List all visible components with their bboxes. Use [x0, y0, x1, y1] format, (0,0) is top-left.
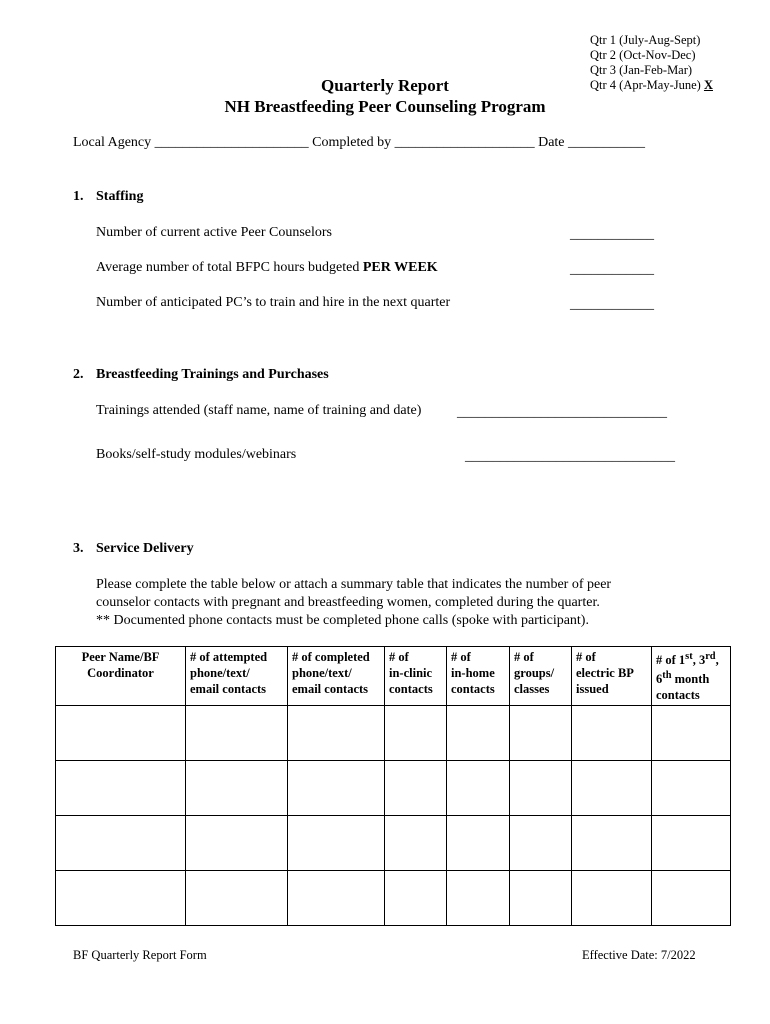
table-cell[interactable]	[385, 706, 447, 761]
table-cell[interactable]	[186, 706, 288, 761]
table-cell[interactable]	[572, 871, 652, 926]
col-in-home-header: # of in-home contacts	[447, 647, 510, 706]
col-month-contacts-header: # of 1st, 3rd, 6th month contacts	[652, 647, 731, 706]
local-agency-field[interactable]: ______________________	[154, 135, 309, 150]
anticipated-pc-label: Number of anticipated PC’s to train and hire in the next quarter	[96, 295, 451, 310]
footer-effective-date: Effective Date: 7/2022	[582, 948, 696, 962]
section-1-heading	[73, 189, 143, 205]
section-3-number: 3.	[73, 541, 84, 556]
col-attempted-contacts-header: # of attempted phone/text/ email contacts	[186, 647, 288, 706]
table-row	[56, 816, 731, 871]
section-1-title: Staffing	[96, 189, 144, 204]
page-subtitle: NH Breastfeeding Peer Counseling Program	[224, 97, 546, 116]
col-groups-header: # of groups/ classes	[510, 647, 572, 706]
anticipated-pc-field[interactable]: ____________	[570, 297, 654, 312]
table-cell[interactable]	[447, 816, 510, 871]
header-fields	[73, 135, 645, 151]
completed-by-field[interactable]: ____________________	[394, 135, 535, 150]
table-cell[interactable]	[447, 761, 510, 816]
table-cell[interactable]	[572, 761, 652, 816]
table-cell[interactable]	[572, 816, 652, 871]
page-title: Quarterly Report	[321, 76, 449, 95]
trainings-attended-field[interactable]: ______________________________	[457, 405, 667, 420]
local-agency-label: Local Agency	[73, 135, 152, 150]
table-cell[interactable]	[652, 761, 731, 816]
table-cell[interactable]	[56, 871, 186, 926]
table-cell[interactable]	[385, 761, 447, 816]
table-cell[interactable]	[510, 706, 572, 761]
table-cell[interactable]	[652, 816, 731, 871]
table-cell[interactable]	[385, 871, 447, 926]
quarter-1: Qtr 1 (July-Aug-Sept)	[590, 33, 701, 47]
table-cell[interactable]	[56, 761, 186, 816]
table-cell[interactable]	[186, 816, 288, 871]
col-completed-contacts-header: # of completed phone/text/ email contacts	[288, 647, 385, 706]
table-cell[interactable]	[447, 706, 510, 761]
table-cell[interactable]	[56, 816, 186, 871]
table-cell[interactable]	[572, 706, 652, 761]
col-peer-name-header: Peer Name/BF Coordinator	[56, 647, 186, 706]
quarter-4-mark: X	[703, 78, 713, 92]
quarter-2: Qtr 2 (Oct-Nov-Dec)	[590, 48, 696, 62]
table-cell[interactable]	[288, 816, 385, 871]
quarter-3: Qtr 3 (Jan-Feb-Mar)	[590, 63, 693, 77]
col-electric-bp-header: # of electric BP issued	[572, 647, 652, 706]
books-modules-field[interactable]: ______________________________	[465, 449, 675, 464]
bfpc-hours-field[interactable]: ____________	[570, 262, 654, 277]
section-2-title: Breastfeeding Trainings and Purchases	[96, 367, 329, 382]
table-cell[interactable]	[652, 706, 731, 761]
table-cell[interactable]	[288, 761, 385, 816]
table-cell[interactable]	[510, 816, 572, 871]
service-delivery-instructions	[96, 576, 611, 630]
bfpc-hours-text: Average number of total BFPC hours budgeted	[96, 260, 363, 275]
completed-by-label: Completed by	[312, 135, 392, 150]
col-in-clinic-header: # of in-clinic contacts	[385, 647, 447, 706]
active-peer-counselors-field[interactable]: ____________	[570, 227, 654, 242]
table-cell[interactable]	[186, 871, 288, 926]
instructions-line-2: counselor contacts with pregnant and breastfeeding women, completed during the quarter.	[96, 595, 600, 610]
instructions-line-1: Please complete the table below or attach a summary table that indicates the number of peer	[96, 577, 612, 592]
service-delivery-table	[55, 646, 731, 926]
quarter-4-label: Qtr 4 (Apr-May-June)	[590, 78, 701, 92]
table-cell[interactable]	[385, 816, 447, 871]
books-modules-label: Books/self-study modules/webinars	[96, 447, 297, 462]
section-3-heading	[73, 541, 194, 557]
table-cell[interactable]	[510, 761, 572, 816]
table-cell[interactable]	[447, 871, 510, 926]
trainings-attended-label: Trainings attended (staff name, name of training and date)	[96, 403, 422, 418]
section-1-number: 1.	[73, 189, 84, 204]
footer-form-name: BF Quarterly Report Form	[73, 948, 207, 962]
section-2-heading	[73, 367, 329, 383]
table-row	[56, 871, 731, 926]
table-cell[interactable]	[652, 871, 731, 926]
per-week-text: PER WEEK	[362, 260, 438, 275]
table-cell[interactable]	[186, 761, 288, 816]
date-label: Date	[538, 135, 565, 150]
table-cell[interactable]	[56, 706, 186, 761]
table-row	[56, 706, 731, 761]
table-cell[interactable]	[288, 871, 385, 926]
bfpc-hours-label	[96, 260, 438, 276]
table-row	[56, 761, 731, 816]
date-field[interactable]: ___________	[568, 135, 646, 150]
active-peer-counselors-label: Number of current active Peer Counselors	[96, 225, 332, 240]
table-cell[interactable]	[510, 871, 572, 926]
section-3-title: Service Delivery	[96, 541, 194, 556]
table-header-row	[56, 647, 731, 706]
section-2-number: 2.	[73, 367, 84, 382]
table-cell[interactable]	[288, 706, 385, 761]
instructions-line-3: ** Documented phone contacts must be completed phone calls (spoke with participant).	[96, 613, 589, 628]
